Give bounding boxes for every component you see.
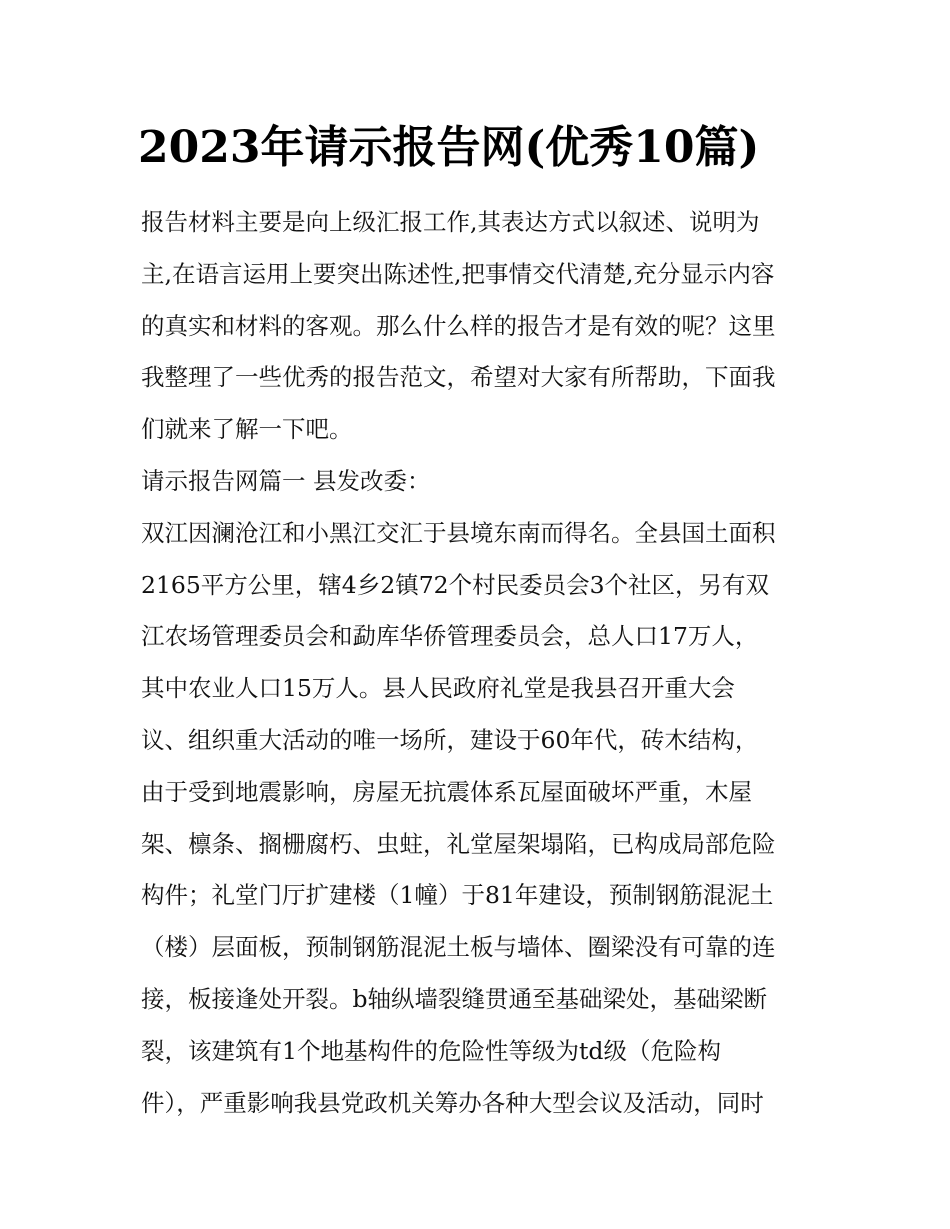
paragraph-line: 报告材料主要是向上级汇报工作,其表达方式以叙述、说明为 — [141, 208, 760, 236]
paragraph-line: 构件；礼堂门厅扩建楼（1幢）于81年建设，预制钢筋混泥土 — [141, 881, 774, 910]
document-body — [141, 200, 821, 1132]
paragraph-line: 接，板接逢处开裂。b轴纵墙裂缝贯通至基础梁处，基础梁断 — [141, 984, 768, 1013]
paragraph-line: 裂，该建筑有1个地基构件的危险性等级为td级（危险构 — [141, 1036, 721, 1065]
paragraph-line: 议、组织重大活动的唯一场所，建设于60年代，砖木结构， — [141, 725, 759, 754]
paragraph-line: 江农场管理委员会和勐库华侨管理委员会，总人口17万人， — [141, 622, 759, 651]
paragraph-line: 架、檩条、搁栅腐朽、虫蛀，礼堂屋架塌陷，已构成局部危险 — [141, 829, 776, 858]
paragraph-line: 们就来了解一下吧。 — [141, 415, 353, 444]
paragraph-line: （楼）层面板，预制钢筋混泥土板与墙体、圈梁没有可靠的连 — [141, 933, 776, 962]
paragraph-line: 件），严重影响我县党政机关筹办各种大型会议及活动，同时 — [141, 1088, 764, 1117]
paragraph-line: 的真实和材料的客观。那么什么样的报告才是有效的呢？这里 — [141, 311, 776, 340]
paragraph-line: 主,在语言运用上要突出陈述性,把事情交代清楚,充分显示内容 — [141, 259, 775, 288]
paragraph-line: 由于受到地震影响，房屋无抗震体系瓦屋面破坏严重，木屋 — [141, 777, 752, 806]
paragraph-line: 双江因澜沧江和小黑江交汇于县境东南而得名。全县国土面积 — [141, 518, 776, 547]
document-title: 2023年请示报告网(优秀10篇) — [138, 122, 760, 173]
paragraph-line: 我整理了一些优秀的报告范文，希望对大家有所帮助，下面我 — [141, 363, 776, 392]
paragraph-line: 2165平方公里，辖4乡2镇72个村民委员会3个社区，另有双 — [141, 570, 770, 599]
paragraph-line: 其中农业人口15万人。县人民政府礼堂是我县召开重大会 — [141, 674, 735, 703]
section-heading: 请示报告网篇一 县发改委： — [141, 466, 431, 495]
